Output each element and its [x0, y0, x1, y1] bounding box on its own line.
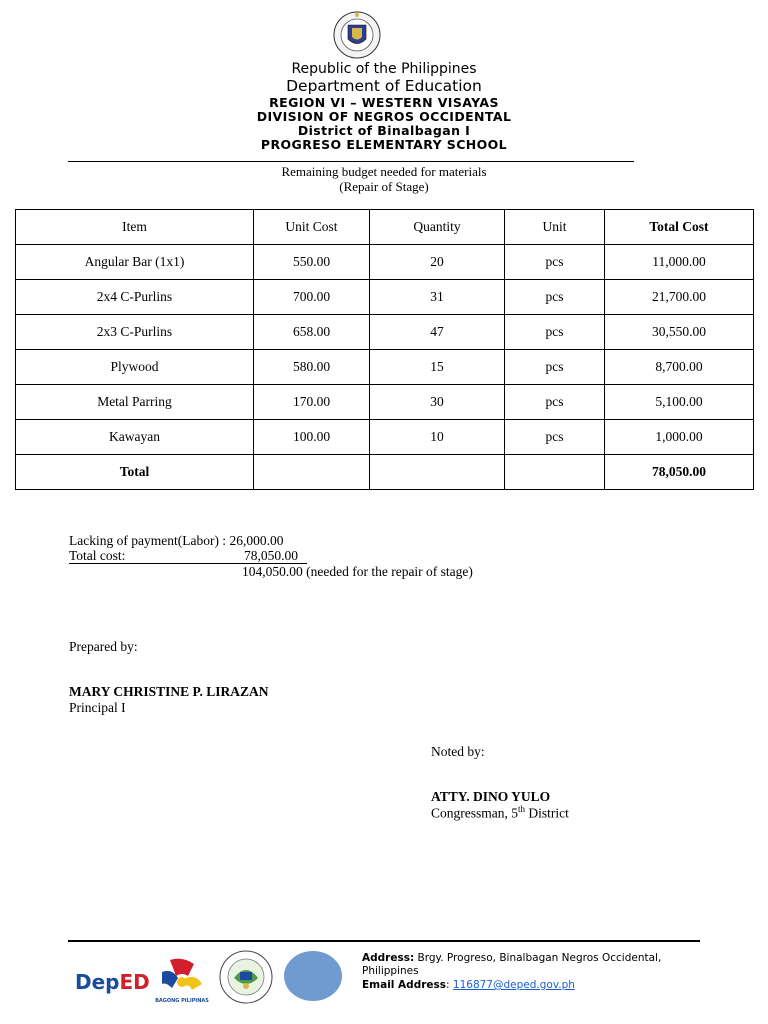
table-row: [16, 420, 754, 455]
cell-quantity: 47: [370, 315, 505, 350]
cell-unit-cost: 658.00: [254, 315, 370, 350]
republic-line: Republic of the Philippines: [291, 61, 477, 77]
prepared-by-title: Principal I: [69, 700, 126, 715]
cell-unit-cost: 550.00: [254, 245, 370, 280]
total-label: Total: [16, 455, 254, 490]
header-quantity: Quantity: [370, 210, 505, 245]
table-header-row: [16, 210, 754, 245]
address-value: Brgy. Progreso, Binalbagan Negros Occidental, Philippines: [362, 952, 662, 977]
noted-title-suffix: District: [525, 805, 569, 821]
budget-table: [15, 209, 754, 490]
cell-quantity: 31: [370, 280, 505, 315]
footer-email: Email Address: 116877@deped.gov.ph: [362, 979, 575, 991]
division-seal-icon: [219, 950, 273, 1004]
deped-logo: [75, 970, 150, 994]
subtitle-line-2: (Repair of Stage): [339, 179, 429, 194]
total-empty-cell: [254, 455, 370, 490]
noted-by-title: [431, 804, 569, 822]
region-line: REGION VI – WESTERN VISAYAS: [269, 95, 499, 110]
footer-divider: [68, 940, 700, 942]
division-line: DIVISION OF NEGROS OCCIDENTAL: [256, 109, 512, 124]
total-cost-label: Total cost:: [69, 548, 126, 563]
subtitle-line-1: Remaining budget needed for materials: [281, 164, 487, 179]
table-row: [16, 350, 754, 385]
cell-item: Metal Parring: [16, 385, 254, 420]
address-label: Address:: [362, 952, 415, 964]
total-empty-cell: [505, 455, 605, 490]
table-row: [16, 385, 754, 420]
cell-item: 2x4 C-Purlins: [16, 280, 254, 315]
cell-unit: pcs: [505, 350, 605, 385]
cell-total-cost: 11,000.00: [605, 245, 754, 280]
cell-quantity: 30: [370, 385, 505, 420]
cell-total-cost: 21,700.00: [605, 280, 754, 315]
cell-item: Plywood: [16, 350, 254, 385]
lacking-payment-line: Lacking of payment(Labor) : 26,000.00: [69, 533, 284, 548]
cell-total-cost: 30,550.00: [605, 315, 754, 350]
cell-quantity: 20: [370, 245, 505, 280]
department-line: Department of Education: [286, 77, 482, 95]
noted-title-prefix: Congressman, 5: [431, 805, 518, 821]
noted-title-sup: th: [518, 804, 526, 814]
cell-unit-cost: 700.00: [254, 280, 370, 315]
cell-item: Angular Bar (1x1): [16, 245, 254, 280]
cell-unit: pcs: [505, 245, 605, 280]
prepared-by-name: MARY CHRISTINE P. LIRAZAN: [69, 684, 269, 699]
cell-quantity: 10: [370, 420, 505, 455]
header-divider: [68, 161, 634, 162]
table-row: [16, 280, 754, 315]
prepared-by-label: Prepared by:: [69, 639, 138, 654]
deped-logo-ed: ED: [119, 970, 150, 994]
total-cost-value: 78,050.00: [244, 548, 298, 563]
footer-address: [362, 952, 682, 978]
cell-total-cost: 5,100.00: [605, 385, 754, 420]
school-line: PROGRESO ELEMENTARY SCHOOL: [260, 137, 508, 152]
cell-unit-cost: 580.00: [254, 350, 370, 385]
cell-unit-cost: 170.00: [254, 385, 370, 420]
header-item: Item: [16, 210, 254, 245]
table-total-row: [16, 455, 754, 490]
cell-total-cost: 8,700.00: [605, 350, 754, 385]
header-unit: Unit: [505, 210, 605, 245]
cell-item: 2x3 C-Purlins: [16, 315, 254, 350]
total-value: 78,050.00: [605, 455, 754, 490]
noted-by-label: Noted by:: [431, 744, 485, 759]
table-row: [16, 315, 754, 350]
cell-unit: pcs: [505, 420, 605, 455]
email-link[interactable]: 116877@deped.gov.ph: [452, 979, 575, 991]
cell-unit: pcs: [505, 315, 605, 350]
total-empty-cell: [370, 455, 505, 490]
header-unit-cost: Unit Cost: [254, 210, 370, 245]
header-total-cost: Total Cost: [605, 210, 754, 245]
table-row: [16, 245, 754, 280]
cell-total-cost: 1,000.00: [605, 420, 754, 455]
deped-seal-icon: [333, 8, 381, 62]
email-label: Email Address: [362, 979, 447, 991]
cell-unit-cost: 100.00: [254, 420, 370, 455]
grand-total-line: 104,050.00 (needed for the repair of stage): [242, 564, 473, 579]
deped-logo-dep: Dep: [75, 970, 120, 994]
cell-unit: pcs: [505, 280, 605, 315]
district-line: District of Binalbagan I: [297, 123, 471, 138]
bagong-pilipinas-logo-icon: [152, 954, 212, 1006]
cell-item: Kawayan: [16, 420, 254, 455]
noted-by-name: ATTY. DINO YULO: [431, 789, 551, 804]
svg-text:BAGONG PILIPINAS: BAGONG PILIPINAS: [155, 998, 209, 1004]
cell-unit: pcs: [505, 385, 605, 420]
school-seal-icon: [283, 950, 343, 1002]
cell-quantity: 15: [370, 350, 505, 385]
